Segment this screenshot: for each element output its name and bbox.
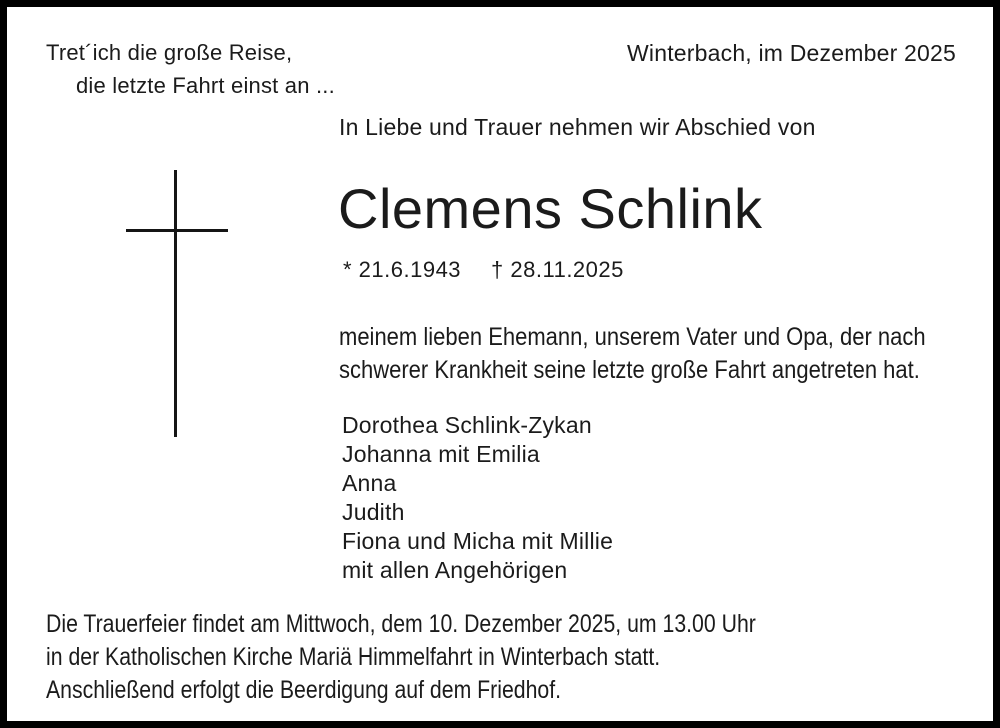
deceased-name: Clemens Schlink <box>338 177 763 240</box>
opening-verse-line-1: Tret´ich die große Reise, <box>46 40 293 65</box>
funeral-details <box>46 608 756 707</box>
mourner-item: Dorothea Schlink-Zykan <box>342 412 592 438</box>
death-date: † 28.11.2025 <box>491 257 624 282</box>
opening-verse-line-2: die letzte Fahrt einst an ... <box>76 73 335 98</box>
mourner-item: Fiona und Micha mit Millie <box>342 528 614 554</box>
funeral-line-2: in der Katholischen Kirche Mariä Himmelfahrt in Winterbach statt. <box>46 643 661 671</box>
tribute-line-2: schwerer Krankheit seine letzte große Fahrt angetreten hat. <box>339 356 920 384</box>
cross-vertical-bar <box>174 170 177 437</box>
birth-date: * 21.6.1943 <box>343 257 462 282</box>
opening-verse <box>46 36 335 102</box>
funeral-line-3: Anschließend erfolgt die Beerdigung auf dem Friedhof. <box>46 676 562 704</box>
intro-line: In Liebe und Trauer nehmen wir Abschied von <box>339 114 816 140</box>
mourner-item: Johanna mit Emilia <box>342 441 540 467</box>
place-dateline: Winterbach, im Dezember 2025 <box>626 40 956 66</box>
mourner-item: Judith <box>342 499 405 525</box>
tribute-text <box>339 321 926 387</box>
mourner-list <box>342 411 613 585</box>
tribute-line-1: meinem lieben Ehemann, unserem Vater und Opa, der nach <box>339 323 926 351</box>
cross-horizontal-bar <box>126 229 228 232</box>
funeral-line-1: Die Trauerfeier findet am Mittwoch, dem 10. Dezember 2025, um 13.00 Uhr <box>46 610 756 638</box>
mourner-item: mit allen Angehörigen <box>342 557 568 583</box>
mourner-item: Anna <box>342 470 397 496</box>
life-dates <box>343 257 624 283</box>
